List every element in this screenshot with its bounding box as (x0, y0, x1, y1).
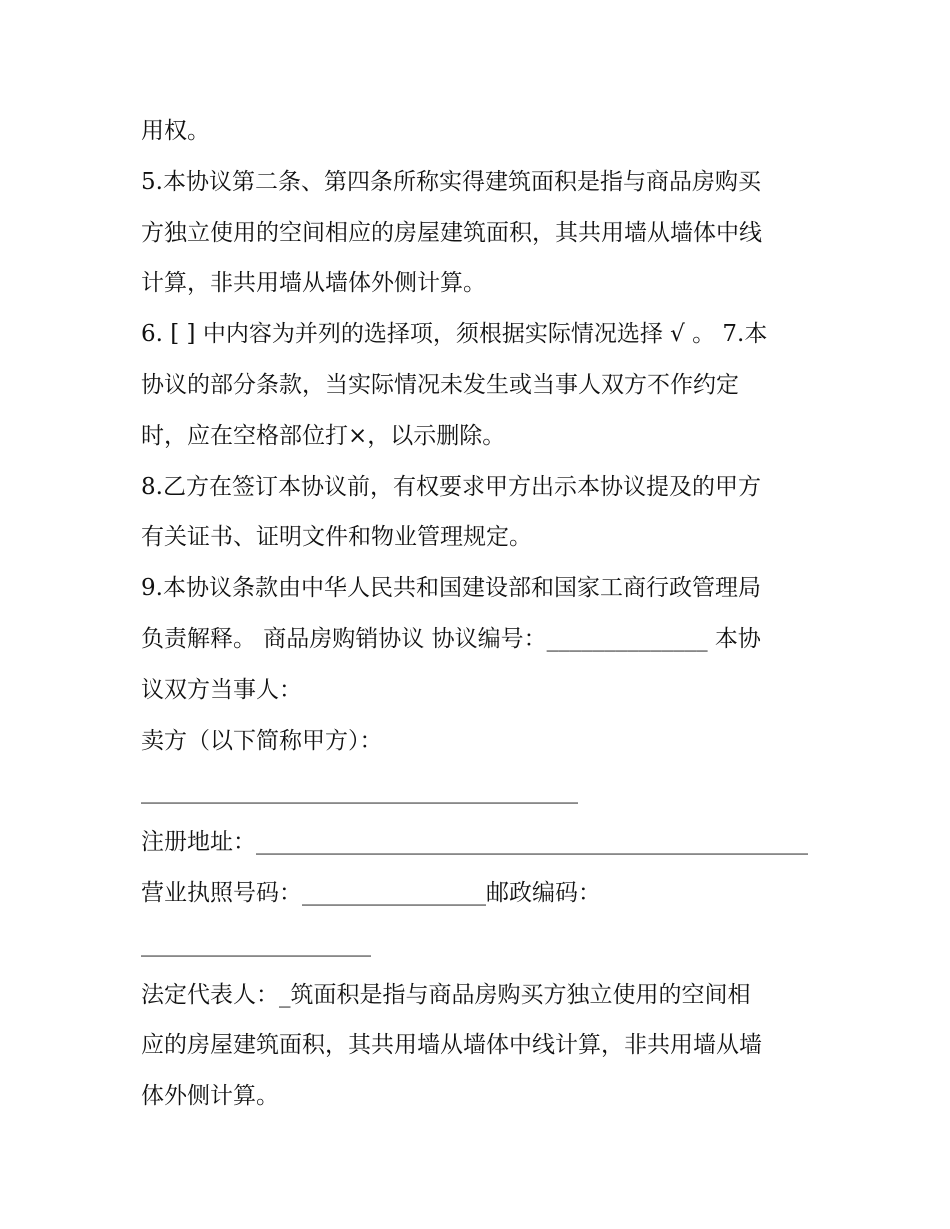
text-line: 6. [ ] 中内容为并列的选择项，须根据实际情况选择 √ 。 7.本 (141, 321, 768, 348)
signature-blank-line: ______________________________________ (141, 778, 578, 805)
document-body (141, 106, 821, 1122)
text-line: 卖方（以下简称甲方）： (141, 727, 383, 754)
text-line: 应的房屋建筑面积，其共用墙从墙体中线计算，非共用墙从墙 (141, 1032, 762, 1059)
text-line: 8.乙方在签订本协议前，有权要求甲方出示本协议提及的甲方 (141, 473, 761, 500)
text-line: 5.本协议第二条、第四条所称实得建筑面积是指与商品房购买 (141, 168, 761, 195)
text-line: 法定代表人：_筑面积是指与商品房购买方独立使用的空间相 (141, 981, 751, 1008)
text-line: 计算，非共用墙从墙体外侧计算。 (141, 270, 486, 297)
text-line: 有关证书、证明文件和物业管理规定。 (141, 524, 532, 551)
postcode-blank-line: ____________________ (141, 930, 371, 957)
text-line: 时，应在空格部位打×，以示删除。 (141, 422, 506, 449)
text-line: 用权。 (141, 118, 210, 144)
text-line: 体外侧计算。 (141, 1083, 279, 1110)
text-line: 负责解释。 商品房购销协议 协议编号：______________ 本协 (141, 625, 761, 652)
text-line: 议双方当事人： (141, 676, 302, 703)
text-line: 9.本协议条款由中华人民共和国建设部和国家工商行政管理局 (141, 575, 761, 602)
registered-address-line: 注册地址：________________________________________________ (141, 829, 808, 856)
text-line: 方独立使用的空间相应的房屋建筑面积，其共用墙从墙体中线 (141, 219, 762, 246)
license-postcode-line: 营业执照号码：________________邮政编码： (141, 879, 601, 906)
text-line: 协议的部分条款，当实际情况未发生或当事人双方不作约定 (141, 371, 739, 398)
